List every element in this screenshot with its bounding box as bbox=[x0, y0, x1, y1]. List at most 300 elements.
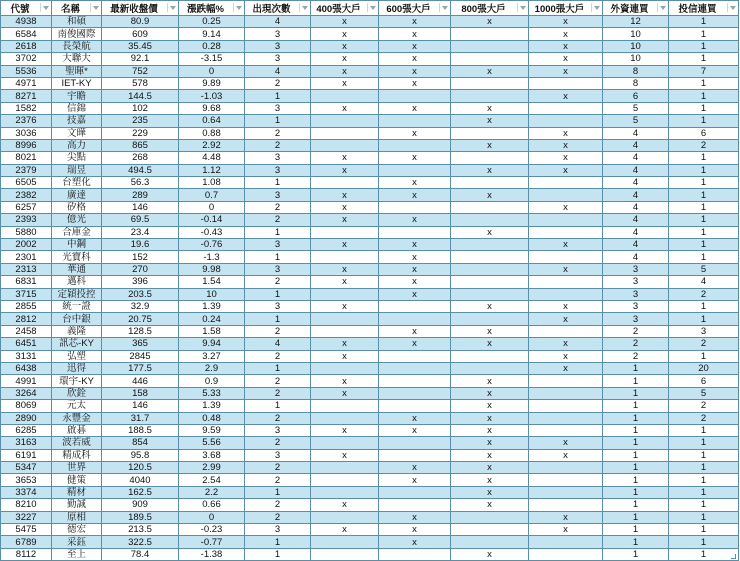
cell-change-pct[interactable]: 9.94 bbox=[179, 338, 245, 350]
cell-appear-count[interactable]: 2 bbox=[245, 462, 311, 474]
cell-holders-600[interactable]: x bbox=[379, 177, 451, 189]
cell-holders-600[interactable] bbox=[379, 300, 451, 312]
cell-name[interactable]: 定穎投控 bbox=[52, 288, 102, 300]
cell-holders-400[interactable]: x bbox=[311, 375, 379, 387]
cell-holders-1000[interactable] bbox=[529, 486, 603, 498]
cell-name[interactable]: 尖點 bbox=[52, 152, 102, 164]
cell-code[interactable]: 2002 bbox=[1, 239, 52, 251]
cell-appear-count[interactable]: 1 bbox=[245, 251, 311, 263]
cell-foreign-buy-days[interactable]: 5 bbox=[603, 102, 669, 114]
cell-holders-400[interactable] bbox=[311, 511, 379, 523]
cell-code[interactable]: 8069 bbox=[1, 400, 52, 412]
cell-appear-count[interactable]: 3 bbox=[245, 189, 311, 201]
cell-appear-count[interactable]: 1 bbox=[245, 177, 311, 189]
cell-holders-1000[interactable]: x bbox=[529, 90, 603, 102]
cell-close-price[interactable]: 69.5 bbox=[102, 214, 179, 226]
cell-change-pct[interactable]: -1.3 bbox=[179, 251, 245, 263]
cell-holders-1000[interactable]: x bbox=[529, 524, 603, 536]
cell-appear-count[interactable]: 2 bbox=[245, 276, 311, 288]
cell-holders-400[interactable]: x bbox=[311, 28, 379, 40]
table-row[interactable] bbox=[1, 449, 739, 461]
table-row[interactable] bbox=[1, 412, 739, 424]
cell-holders-800[interactable]: x bbox=[451, 16, 529, 28]
table-row[interactable] bbox=[1, 288, 739, 300]
table-row[interactable] bbox=[1, 437, 739, 449]
cell-holders-1000[interactable]: x bbox=[529, 350, 603, 362]
cell-name[interactable]: 波若威 bbox=[52, 437, 102, 449]
table-row[interactable] bbox=[1, 400, 739, 412]
cell-close-price[interactable]: 494.5 bbox=[102, 164, 179, 176]
cell-trust-buy-days[interactable]: 1 bbox=[669, 536, 739, 548]
cell-name[interactable]: 弘塑 bbox=[52, 350, 102, 362]
cell-trust-buy-days[interactable]: 2 bbox=[669, 412, 739, 424]
cell-close-price[interactable]: 268 bbox=[102, 152, 179, 164]
cell-code[interactable]: 2393 bbox=[1, 214, 52, 226]
cell-name[interactable]: 技嘉 bbox=[52, 115, 102, 127]
cell-change-pct[interactable]: 0.66 bbox=[179, 499, 245, 511]
cell-trust-buy-days[interactable]: 1 bbox=[669, 462, 739, 474]
cell-appear-count[interactable]: 2 bbox=[245, 214, 311, 226]
cell-holders-800[interactable]: x bbox=[451, 387, 529, 399]
cell-holders-600[interactable]: x bbox=[379, 127, 451, 139]
cell-holders-1000[interactable]: x bbox=[529, 338, 603, 350]
cell-holders-800[interactable] bbox=[451, 362, 529, 374]
cell-holders-400[interactable] bbox=[311, 139, 379, 151]
table-row[interactable] bbox=[1, 40, 739, 52]
cell-trust-buy-days[interactable]: 1 bbox=[669, 548, 739, 560]
cell-holders-600[interactable]: x bbox=[379, 152, 451, 164]
column-header-holders-800[interactable] bbox=[451, 1, 529, 16]
cell-code[interactable]: 6831 bbox=[1, 276, 52, 288]
cell-change-pct[interactable]: -3.15 bbox=[179, 53, 245, 65]
table-row[interactable] bbox=[1, 548, 739, 560]
cell-holders-600[interactable]: x bbox=[379, 102, 451, 114]
cell-appear-count[interactable]: 2 bbox=[245, 350, 311, 362]
cell-holders-800[interactable]: x bbox=[451, 139, 529, 151]
cell-trust-buy-days[interactable]: 3 bbox=[669, 325, 739, 337]
cell-name[interactable]: 訊芯-KY bbox=[52, 338, 102, 350]
cell-change-pct[interactable]: -0.76 bbox=[179, 239, 245, 251]
cell-holders-600[interactable]: x bbox=[379, 65, 451, 77]
cell-close-price[interactable]: 229 bbox=[102, 127, 179, 139]
cell-code[interactable]: 3374 bbox=[1, 486, 52, 498]
cell-code[interactable]: 4991 bbox=[1, 375, 52, 387]
cell-change-pct[interactable]: -1.38 bbox=[179, 548, 245, 560]
cell-code[interactable]: 3131 bbox=[1, 350, 52, 362]
cell-holders-1000[interactable]: x bbox=[529, 53, 603, 65]
table-row[interactable] bbox=[1, 239, 739, 251]
table-row[interactable] bbox=[1, 115, 739, 127]
cell-holders-400[interactable]: x bbox=[311, 152, 379, 164]
cell-close-price[interactable]: 144.5 bbox=[102, 90, 179, 102]
cell-name[interactable]: 億光 bbox=[52, 214, 102, 226]
cell-change-pct[interactable]: 1.39 bbox=[179, 300, 245, 312]
cell-holders-800[interactable]: x bbox=[451, 338, 529, 350]
cell-trust-buy-days[interactable]: 1 bbox=[669, 201, 739, 213]
cell-change-pct[interactable]: 2.92 bbox=[179, 139, 245, 151]
cell-holders-600[interactable] bbox=[379, 375, 451, 387]
cell-code[interactable]: 4971 bbox=[1, 77, 52, 89]
cell-holders-400[interactable] bbox=[311, 313, 379, 325]
cell-name[interactable]: 義隆 bbox=[52, 325, 102, 337]
cell-holders-1000[interactable] bbox=[529, 251, 603, 263]
cell-trust-buy-days[interactable]: 7 bbox=[669, 65, 739, 77]
cell-holders-1000[interactable] bbox=[529, 77, 603, 89]
column-header-name[interactable] bbox=[52, 1, 102, 16]
cell-holders-1000[interactable]: x bbox=[529, 16, 603, 28]
cell-change-pct[interactable]: 0.7 bbox=[179, 189, 245, 201]
cell-holders-600[interactable]: x bbox=[379, 536, 451, 548]
table-row[interactable] bbox=[1, 462, 739, 474]
table-row[interactable] bbox=[1, 499, 739, 511]
cell-holders-600[interactable] bbox=[379, 139, 451, 151]
cell-appear-count[interactable]: 3 bbox=[245, 239, 311, 251]
cell-holders-1000[interactable] bbox=[529, 499, 603, 511]
cell-foreign-buy-days[interactable]: 1 bbox=[603, 462, 669, 474]
cell-foreign-buy-days[interactable]: 4 bbox=[603, 201, 669, 213]
cell-code[interactable]: 2376 bbox=[1, 115, 52, 127]
cell-foreign-buy-days[interactable]: 6 bbox=[603, 90, 669, 102]
cell-appear-count[interactable]: 1 bbox=[245, 548, 311, 560]
cell-holders-1000[interactable]: x bbox=[529, 511, 603, 523]
cell-trust-buy-days[interactable]: 1 bbox=[669, 486, 739, 498]
cell-code[interactable]: 6285 bbox=[1, 424, 52, 436]
cell-name[interactable]: 中鋼 bbox=[52, 239, 102, 251]
cell-foreign-buy-days[interactable]: 1 bbox=[603, 486, 669, 498]
cell-holders-600[interactable]: x bbox=[379, 214, 451, 226]
cell-appear-count[interactable]: 4 bbox=[245, 338, 311, 350]
table-row[interactable] bbox=[1, 177, 739, 189]
cell-holders-800[interactable]: x bbox=[451, 437, 529, 449]
cell-holders-600[interactable]: x bbox=[379, 77, 451, 89]
cell-foreign-buy-days[interactable]: 2 bbox=[603, 350, 669, 362]
cell-code[interactable]: 8996 bbox=[1, 139, 52, 151]
cell-trust-buy-days[interactable]: 5 bbox=[669, 387, 739, 399]
cell-holders-400[interactable]: x bbox=[311, 387, 379, 399]
cell-name[interactable]: 環宇-KY bbox=[52, 375, 102, 387]
cell-name[interactable]: 健策 bbox=[52, 474, 102, 486]
cell-appear-count[interactable]: 1 bbox=[245, 486, 311, 498]
cell-holders-1000[interactable] bbox=[529, 177, 603, 189]
cell-code[interactable]: 6191 bbox=[1, 449, 52, 461]
filter-dropdown-icon[interactable] bbox=[90, 3, 99, 12]
cell-appear-count[interactable]: 1 bbox=[245, 536, 311, 548]
cell-foreign-buy-days[interactable]: 2 bbox=[603, 338, 669, 350]
cell-holders-800[interactable]: x bbox=[451, 115, 529, 127]
cell-foreign-buy-days[interactable]: 1 bbox=[603, 400, 669, 412]
cell-change-pct[interactable]: 4.48 bbox=[179, 152, 245, 164]
cell-appear-count[interactable]: 3 bbox=[245, 449, 311, 461]
cell-name[interactable]: 宇瞻 bbox=[52, 90, 102, 102]
cell-holders-800[interactable]: x bbox=[451, 548, 529, 560]
cell-holders-800[interactable]: x bbox=[451, 424, 529, 436]
cell-trust-buy-days[interactable]: 1 bbox=[669, 251, 739, 263]
cell-trust-buy-days[interactable]: 5 bbox=[669, 263, 739, 275]
cell-foreign-buy-days[interactable]: 1 bbox=[603, 412, 669, 424]
cell-close-price[interactable]: 203.5 bbox=[102, 288, 179, 300]
cell-appear-count[interactable]: 3 bbox=[245, 40, 311, 52]
table-row[interactable] bbox=[1, 313, 739, 325]
cell-appear-count[interactable]: 1 bbox=[245, 400, 311, 412]
cell-close-price[interactable]: 854 bbox=[102, 437, 179, 449]
cell-holders-600[interactable]: x bbox=[379, 325, 451, 337]
cell-holders-800[interactable] bbox=[451, 288, 529, 300]
table-row[interactable] bbox=[1, 152, 739, 164]
cell-close-price[interactable]: 162.5 bbox=[102, 486, 179, 498]
cell-close-price[interactable]: 289 bbox=[102, 189, 179, 201]
cell-holders-800[interactable]: x bbox=[451, 164, 529, 176]
cell-holders-1000[interactable] bbox=[529, 412, 603, 424]
cell-holders-400[interactable] bbox=[311, 251, 379, 263]
cell-holders-1000[interactable] bbox=[529, 387, 603, 399]
cell-close-price[interactable]: 56.3 bbox=[102, 177, 179, 189]
cell-holders-400[interactable] bbox=[311, 288, 379, 300]
cell-holders-600[interactable]: x bbox=[379, 16, 451, 28]
cell-appear-count[interactable]: 3 bbox=[245, 164, 311, 176]
cell-holders-800[interactable] bbox=[451, 251, 529, 263]
cell-foreign-buy-days[interactable]: 1 bbox=[603, 474, 669, 486]
cell-trust-buy-days[interactable]: 1 bbox=[669, 40, 739, 52]
cell-change-pct[interactable]: -0.77 bbox=[179, 536, 245, 548]
cell-holders-400[interactable]: x bbox=[311, 300, 379, 312]
cell-holders-400[interactable]: x bbox=[311, 201, 379, 213]
cell-holders-600[interactable] bbox=[379, 387, 451, 399]
cell-code[interactable]: 3036 bbox=[1, 127, 52, 139]
cell-trust-buy-days[interactable]: 6 bbox=[669, 375, 739, 387]
filter-dropdown-icon[interactable] bbox=[517, 3, 526, 12]
cell-holders-400[interactable]: x bbox=[311, 65, 379, 77]
cell-code[interactable]: 5536 bbox=[1, 65, 52, 77]
cell-holders-400[interactable]: x bbox=[311, 239, 379, 251]
cell-name[interactable]: 統一證 bbox=[52, 300, 102, 312]
cell-holders-400[interactable] bbox=[311, 400, 379, 412]
cell-change-pct[interactable]: 1.54 bbox=[179, 276, 245, 288]
cell-holders-1000[interactable]: x bbox=[529, 437, 603, 449]
cell-change-pct[interactable]: 0 bbox=[179, 511, 245, 523]
cell-holders-800[interactable]: x bbox=[451, 189, 529, 201]
cell-change-pct[interactable]: 0.64 bbox=[179, 115, 245, 127]
cell-foreign-buy-days[interactable]: 3 bbox=[603, 300, 669, 312]
cell-holders-400[interactable] bbox=[311, 474, 379, 486]
cell-appear-count[interactable]: 1 bbox=[245, 226, 311, 238]
cell-appear-count[interactable]: 2 bbox=[245, 375, 311, 387]
cell-holders-800[interactable] bbox=[451, 77, 529, 89]
cell-holders-1000[interactable]: x bbox=[529, 152, 603, 164]
cell-holders-600[interactable] bbox=[379, 437, 451, 449]
cell-trust-buy-days[interactable]: 1 bbox=[669, 474, 739, 486]
cell-holders-800[interactable]: x bbox=[451, 400, 529, 412]
cell-foreign-buy-days[interactable]: 1 bbox=[603, 511, 669, 523]
cell-close-price[interactable]: 177.5 bbox=[102, 362, 179, 374]
cell-name[interactable]: 華通 bbox=[52, 263, 102, 275]
cell-appear-count[interactable]: 2 bbox=[245, 412, 311, 424]
cell-holders-400[interactable]: x bbox=[311, 16, 379, 28]
cell-name[interactable]: 文曄 bbox=[52, 127, 102, 139]
table-row[interactable] bbox=[1, 276, 739, 288]
filter-dropdown-icon[interactable] bbox=[167, 3, 176, 12]
filter-dropdown-icon[interactable] bbox=[727, 3, 736, 12]
filter-dropdown-icon[interactable] bbox=[657, 3, 666, 12]
cell-holders-800[interactable]: x bbox=[451, 412, 529, 424]
cell-holders-400[interactable]: x bbox=[311, 102, 379, 114]
cell-foreign-buy-days[interactable]: 12 bbox=[603, 16, 669, 28]
cell-trust-buy-days[interactable]: 1 bbox=[669, 189, 739, 201]
filter-dropdown-icon[interactable] bbox=[367, 3, 376, 12]
cell-holders-800[interactable]: x bbox=[451, 462, 529, 474]
cell-change-pct[interactable]: 1.08 bbox=[179, 177, 245, 189]
cell-holders-600[interactable] bbox=[379, 362, 451, 374]
cell-holders-400[interactable]: x bbox=[311, 164, 379, 176]
cell-close-price[interactable]: 213.5 bbox=[102, 524, 179, 536]
cell-close-price[interactable]: 189.5 bbox=[102, 511, 179, 523]
cell-close-price[interactable]: 146 bbox=[102, 400, 179, 412]
cell-trust-buy-days[interactable]: 1 bbox=[669, 226, 739, 238]
column-header-trust-buy-days[interactable] bbox=[669, 1, 739, 16]
cell-foreign-buy-days[interactable]: 1 bbox=[603, 524, 669, 536]
cell-trust-buy-days[interactable]: 1 bbox=[669, 214, 739, 226]
cell-change-pct[interactable]: 0.9 bbox=[179, 375, 245, 387]
cell-close-price[interactable]: 865 bbox=[102, 139, 179, 151]
table-row[interactable] bbox=[1, 16, 739, 28]
cell-code[interactable]: 2618 bbox=[1, 40, 52, 52]
cell-appear-count[interactable]: 1 bbox=[245, 313, 311, 325]
cell-holders-600[interactable] bbox=[379, 201, 451, 213]
cell-holders-800[interactable]: x bbox=[451, 449, 529, 461]
cell-foreign-buy-days[interactable]: 4 bbox=[603, 164, 669, 176]
cell-name[interactable]: 德宏 bbox=[52, 524, 102, 536]
cell-appear-count[interactable]: 2 bbox=[245, 201, 311, 213]
cell-change-pct[interactable]: 5.33 bbox=[179, 387, 245, 399]
cell-foreign-buy-days[interactable]: 4 bbox=[603, 226, 669, 238]
cell-holders-1000[interactable]: x bbox=[529, 263, 603, 275]
cell-code[interactable]: 3702 bbox=[1, 53, 52, 65]
cell-name[interactable]: 瑞昱 bbox=[52, 164, 102, 176]
cell-close-price[interactable]: 102 bbox=[102, 102, 179, 114]
cell-holders-1000[interactable] bbox=[529, 276, 603, 288]
cell-holders-800[interactable]: x bbox=[451, 102, 529, 114]
cell-holders-1000[interactable] bbox=[529, 400, 603, 412]
cell-code[interactable]: 6789 bbox=[1, 536, 52, 548]
cell-holders-1000[interactable]: x bbox=[529, 65, 603, 77]
table-row[interactable] bbox=[1, 90, 739, 102]
cell-appear-count[interactable]: 3 bbox=[245, 424, 311, 436]
cell-holders-800[interactable]: x bbox=[451, 300, 529, 312]
cell-holders-600[interactable] bbox=[379, 164, 451, 176]
cell-name[interactable]: 南俊國際 bbox=[52, 28, 102, 40]
cell-close-price[interactable]: 20.75 bbox=[102, 313, 179, 325]
cell-trust-buy-days[interactable]: 1 bbox=[669, 424, 739, 436]
cell-holders-400[interactable] bbox=[311, 412, 379, 424]
cell-code[interactable]: 2382 bbox=[1, 189, 52, 201]
cell-code[interactable]: 6438 bbox=[1, 362, 52, 374]
cell-holders-600[interactable]: x bbox=[379, 511, 451, 523]
cell-holders-600[interactable] bbox=[379, 226, 451, 238]
cell-appear-count[interactable]: 2 bbox=[245, 499, 311, 511]
cell-holders-400[interactable]: x bbox=[311, 350, 379, 362]
cell-change-pct[interactable]: 0.24 bbox=[179, 313, 245, 325]
cell-holders-600[interactable]: x bbox=[379, 276, 451, 288]
cell-change-pct[interactable]: 9.98 bbox=[179, 263, 245, 275]
cell-trust-buy-days[interactable]: 1 bbox=[669, 53, 739, 65]
cell-name[interactable]: 迅得 bbox=[52, 362, 102, 374]
cell-holders-600[interactable]: x bbox=[379, 412, 451, 424]
cell-change-pct[interactable]: -0.43 bbox=[179, 226, 245, 238]
cell-trust-buy-days[interactable]: 1 bbox=[669, 313, 739, 325]
cell-holders-1000[interactable] bbox=[529, 325, 603, 337]
cell-holders-600[interactable]: x bbox=[379, 251, 451, 263]
cell-holders-1000[interactable] bbox=[529, 288, 603, 300]
cell-trust-buy-days[interactable]: 1 bbox=[669, 115, 739, 127]
cell-name[interactable]: 台中銀 bbox=[52, 313, 102, 325]
cell-appear-count[interactable]: 1 bbox=[245, 362, 311, 374]
cell-close-price[interactable]: 128.5 bbox=[102, 325, 179, 337]
cell-name[interactable]: 永豐金 bbox=[52, 412, 102, 424]
cell-foreign-buy-days[interactable]: 8 bbox=[603, 77, 669, 89]
cell-trust-buy-days[interactable]: 1 bbox=[669, 350, 739, 362]
cell-foreign-buy-days[interactable]: 4 bbox=[603, 189, 669, 201]
cell-close-price[interactable]: 909 bbox=[102, 499, 179, 511]
cell-close-price[interactable]: 396 bbox=[102, 276, 179, 288]
cell-holders-400[interactable] bbox=[311, 437, 379, 449]
table-row[interactable] bbox=[1, 65, 739, 77]
cell-holders-1000[interactable] bbox=[529, 189, 603, 201]
cell-trust-buy-days[interactable]: 1 bbox=[669, 511, 739, 523]
cell-holders-800[interactable] bbox=[451, 53, 529, 65]
cell-holders-800[interactable] bbox=[451, 177, 529, 189]
cell-code[interactable]: 1582 bbox=[1, 102, 52, 114]
cell-holders-400[interactable] bbox=[311, 362, 379, 374]
cell-holders-600[interactable]: x bbox=[379, 288, 451, 300]
cell-trust-buy-days[interactable]: 2 bbox=[669, 338, 739, 350]
cell-close-price[interactable]: 2845 bbox=[102, 350, 179, 362]
cell-trust-buy-days[interactable]: 1 bbox=[669, 16, 739, 28]
cell-appear-count[interactable]: 3 bbox=[245, 524, 311, 536]
cell-name[interactable]: 邁科 bbox=[52, 276, 102, 288]
cell-change-pct[interactable]: 1.58 bbox=[179, 325, 245, 337]
cell-code[interactable]: 2812 bbox=[1, 313, 52, 325]
cell-holders-800[interactable] bbox=[451, 214, 529, 226]
cell-appear-count[interactable]: 3 bbox=[245, 300, 311, 312]
cell-code[interactable]: 6584 bbox=[1, 28, 52, 40]
column-header-holders-400[interactable] bbox=[311, 1, 379, 16]
cell-holders-800[interactable]: x bbox=[451, 474, 529, 486]
cell-appear-count[interactable]: 1 bbox=[245, 90, 311, 102]
cell-appear-count[interactable]: 1 bbox=[245, 115, 311, 127]
cell-code[interactable]: 8271 bbox=[1, 90, 52, 102]
cell-change-pct[interactable]: 0.48 bbox=[179, 412, 245, 424]
table-row[interactable] bbox=[1, 102, 739, 114]
cell-holders-400[interactable]: x bbox=[311, 424, 379, 436]
cell-appear-count[interactable]: 2 bbox=[245, 474, 311, 486]
cell-change-pct[interactable]: 2.9 bbox=[179, 362, 245, 374]
cell-foreign-buy-days[interactable]: 4 bbox=[603, 127, 669, 139]
cell-change-pct[interactable]: 3.68 bbox=[179, 449, 245, 461]
cell-holders-400[interactable]: x bbox=[311, 276, 379, 288]
resize-handle-icon[interactable] bbox=[731, 554, 736, 559]
cell-holders-400[interactable] bbox=[311, 127, 379, 139]
cell-trust-buy-days[interactable]: 4 bbox=[669, 276, 739, 288]
cell-foreign-buy-days[interactable]: 1 bbox=[603, 375, 669, 387]
cell-holders-800[interactable] bbox=[451, 276, 529, 288]
column-header-close-price[interactable] bbox=[102, 1, 179, 16]
cell-holders-600[interactable]: x bbox=[379, 239, 451, 251]
cell-change-pct[interactable]: 0 bbox=[179, 201, 245, 213]
cell-trust-buy-days[interactable]: 1 bbox=[669, 102, 739, 114]
cell-holders-1000[interactable] bbox=[529, 214, 603, 226]
cell-holders-1000[interactable]: x bbox=[529, 127, 603, 139]
cell-name[interactable]: 合庫金 bbox=[52, 226, 102, 238]
cell-foreign-buy-days[interactable]: 1 bbox=[603, 499, 669, 511]
